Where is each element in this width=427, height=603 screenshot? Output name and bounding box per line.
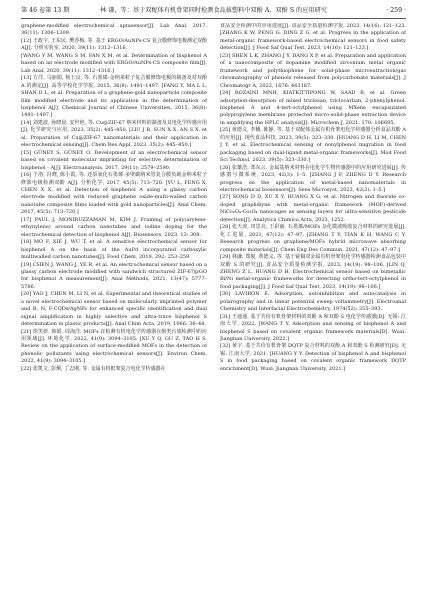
journal-issue: 第 46 卷第 13 期 [21, 7, 70, 14]
reference-entry: [29] 林谦, 郑俊, 黄德义, 等. 基于铋铜双金属有机骨架电化学传感器检测食品包装中双酚 S 的研究[J]. 食品安全质量检测学报, 2023, 14(19): 98–106. [LIN Q, ZHENG Z L, HUANG D H. Electrochemical sensor based on bimetallic Bi/Ni metal-organic frameworks for detecting ortho-tert-octylphenol in food packaging[J]. J Food Saf Qual Test, 2023, 14(19): 98–106.] [220, 254, 406, 290]
references-left-column [21, 23, 207, 599]
reference-entry: 食品安全检测中的应用进展[J]. 食品安全质量检测学报, 2023, 14(16): 121–123. [ZHANG K W, PENG G, DING Z G, et al. Progress in the application of metal-organic framework-based electrochemical sensors in food safety detection[J]. J Food Saf Qual Test, 2023, 14(16): 121–123.] [220, 23, 406, 52]
reference-entry: [23] SHEN L K, ZHANG J Y, DANG X P, et al. Preparation and application of a nanocomposite of dopamine modified zirconium metal organic framework and polythiophene for solid-phase microextraction/gas chromatography of phenols released from polycarbonate materials[J]. J Chromatogr A, 2022, 1676: 463187. [220, 52, 406, 89]
reference-entry: [25] 黄德义, 李楠, 陈静, 等. 基于双配体金属有机骨架电化学传感器分析食品双酚 A 的应用[J]. 现代食品科技, 2023, 39(5): 323–330. [HUANG D H, LI M, CHEN J Y, et al. Electrochemical sensing of nonylphenol migration in food packaging based on dual-ligand metal-organic frameworks[J]. Mod Food Sci Technol, 2023, 39(5): 323–330.] [220, 127, 406, 164]
reference-entry: [22] 张凯文, 彭炯, 丁志刚, 等. 金属有机框架复合电化学传感器在 [21, 365, 166, 372]
reference-entry: [31] 王通通. 基于共价有机骨架材料的双酚 A 和双酚 S 电化学传感器[D]. 无锡: 江南大学, 2022. [WANG T Y. Adsorption and sensing of bisphenol A and bisphenol S based on covalent organic framework materials[D]. Wuxi: Jiangnan University, 2022.] [220, 313, 406, 343]
reference-entry: [24] ROZAINI MNH, KIATKITTIPONG W, SAAD B, et al. Green adsorption-desorption of mixed triclosan, triclocarban, 2-phenylphenol, bisphenol A and 4-tert-octylphenol using MXene encapsulated polypropylene membrane protected micro-solid-phase extraction device in amplifying the HPLC analysis[J]. Microchem J, 2021, 170: 106695. [220, 90, 406, 126]
reference-entry: [21] 徐笑妍, 韩娟, 周海洋. MOFs 在检测有机电化学传感器在酚类污染检测中的应用领域[J]. 环境化学, 2022, 41(9): 3094–3105. [XU Y Q, GU Z, TAO H S. Review on the application of surface-modified MOFs in the detection of phenolic pollutants using electrochemical sensors[J]. Environ Chem, 2022, 41(9): 3094–3105.] [21, 328, 207, 365]
reference-entry: [32] 黄宇. 基于共价有机骨架 DQTP 复合材料的双酚 A 和双酚 S 检测研究[D]. 无锡: 江南大学, 2021. [HUANG Y Y. Detection of bisphenol A and bisphenol S in food packaging based on covalent organic framework DQTP enrichment[D]. Wuxi: Jiangnan University, 2021.] [220, 343, 406, 372]
reference-entry: [WANG Y M, WANG S M, FAN X M, et al. Determination of bisphenol A based on an electrode modified with ERGO/AuNPs-CS composite film[J]. Lab Anal, 2020, 39(11): 1312–1316.] [21, 52, 207, 74]
reference-entry: graphene-modified electrochemical aptasensor[J]. Lab Anal, 2017, 36(11): 1306–1309. [21, 23, 207, 37]
reference-entry: [15] GÜNEY S, GÜNEY O. Development of an electrochemical sensor based on covalent molecular imprinting for selective determination of bisphenol - A[J]. Electroanalysis, 2017, 29(11): 2579–2590. [21, 149, 207, 171]
reference-entry: [12] 王政宇, 王东民, 樊香梅, 等. 基于 ERGO/AuNPs-CS 复合膜修饰电极测定双酚 A[J]. 分析实验室, 2020, 39(11): 1312–1316. [21, 37, 207, 52]
header-rule [21, 18, 406, 19]
reference-entry: [30] LAVIRON E. Adsorption, autoinhibition and autocatalysis in polarography and in linear potential sweep voltammetry[J]. Electroanal Chemistry and Interfacial Electrochemistry, 1974(52): 355–393. [220, 291, 406, 313]
reference-entry: [27] SONG D D, XU X Y, HUANG X G, et al. Nitrogen and fluoride co-doped graphdiyne with metal-organic framework (MOF)-derived NiCo₂O₄-Co₃O₄ nanocages as sensing layers for ultra-sensitive pesticide detection[J]. Analytica Chimica Acta, 2023, 1252. [220, 194, 406, 223]
reference-entry: [28] 张天涛, 田思亮, 王彩丽. 石墨烯/MOFs 杂化微波吸收复合材料的研究进展[J]. 化工进展, 2021, 47(12): 47–97. [ZHANG T Y, TIAN K H, WANG C Y. Research progress on graphene/MOFs hybrid microwave absorbing composite materials[J]. Chem Eng Des Commun, 2021, 47(12): 47–97.] [220, 224, 406, 253]
reference-entry: [17] PAUL J, MONIRUZZAMAN M, KIM J. Framing of poly(arylene-ethynylene) around carbon nanotubes and iodine doping for the electrochemical detection of bisphenol A[J]. Biosensors, 2023, 13: 308. [21, 216, 207, 238]
reference-entry: [14] 刘建波, 孙晓晨, 安世艳, 等. Cu@ZIF-67 纳米材料的制备及其电化学传感应用[J]. 化学研究与应用, 2023, 35(2): 445–450. [LIU J B, SUN X X, AN S X, et al. Preparation of Cu@ZIF-67 nanomaterials and their application in electrochemical sensing[J]. Chem Res Appl, 2023, 35(2): 445–450.] [21, 119, 207, 149]
references-right-column [220, 23, 406, 599]
reference-entry: [26] 张雄浩, 郑东云. 金属基纳米材料在电化学生物传感器中的应用研究进展[J]. 传感器与微系统, 2023, 42(3): 1–5. [ZHANG J F, ZHENG D Y. Research progress on the application of metal-based nanomaterials in electrochemical biosensors[J]. Sens Microsyst, 2023, 42(3): 1–5.] [220, 164, 406, 193]
reference-entry: [16] 于洛, 冯晓, 陈小霞, 等. 还原氧化石墨烯-多壁碳纳米管复合膜负载金纳米粒子修饰电极检测双酚 A[J]. 分析化学, 2017, 45(5): 713–720. [YU L, FENG X, CHEN X X, et al. Detection of bisphenol A using a glassy carbon electrode modified with reduced graphene oxide-multi-walled carbon nanotube composite films loaded with gold nanoparticles[J]. Anal Chem, 2017, 45(5): 713–720.] [21, 172, 207, 216]
running-title: 林 谦，等：基于双配体有机骨架同时检测食品拔塑料中双酚 A、双酚 S 的应用研究 [100, 7, 327, 14]
running-header [21, 5, 406, 17]
reference-entry: [19] CHEN J, WANG J, YE R, et al. An electrochemical sensor based on a glassy carbon electrode modified with sandwich structured ZIF-67@GO for bisphenol A measurement[J]. Anal Methods, 2021, 13(47): 5777–5786. [21, 261, 207, 290]
page-number: · 259 · [386, 7, 406, 14]
reference-entry: [20] YAO J, CHEN M, LI N, et al. Experimental and theoretical studies of a novel electrochemical sensor based on molecularly imprinted polymer and B, N, F-CQDs/AgNPs for enhanced specific identification and dual signal amplification in highly selective and ultra-trace bisphenol S determination in plastic products[J]. Anal Chim Acta, 2019, 1066: 36–48. [21, 291, 207, 328]
reference-entry: [18] MO F, XIE J, WU T, et al. A sensitive electrochemical sensor for bisphenol A on the basis of the AuPd incorporated carboxylic multiwalled carbon nanotubes[J]. Food Chem, 2019, 292: 253–259. [21, 239, 207, 261]
reference-entry: [13] 方洋, 马丽娟, 杨玉良, 等. 石墨烯-金纳米粒子复合膜修饰电极的制备及对双酚 A 的测定[J]. 高等学校化学学报, 2015, 36(8): 1491–1497. [FANG Y, MA L L, SHAN D L, et al. Preparation of a graphene-gold nanoparticle composite film modified electrode and its application in the determination of bisphenol A[J]. Chemical Journal of Chinese Universities, 2015, 36(8): 1491–1497.] [21, 75, 207, 119]
